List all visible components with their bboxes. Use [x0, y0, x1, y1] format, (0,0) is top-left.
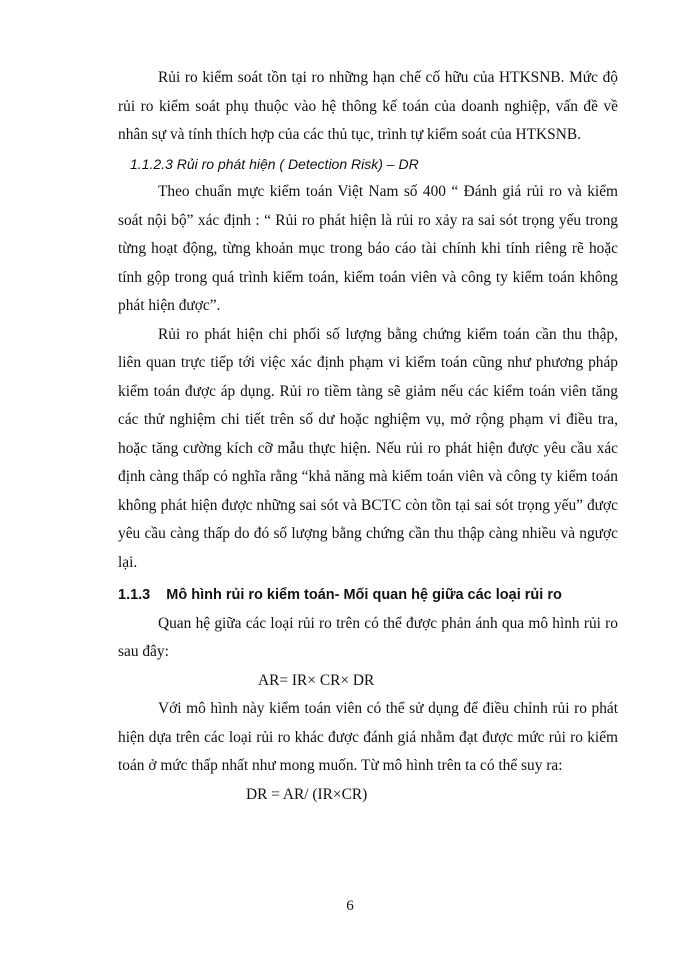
paragraph-control-risk: Rủi ro kiểm soát tồn tại ro những hạn chế cố hữu của HTKSNB. Mức độ rủi ro kiểm soát phụ thuộc vào hệ thông kế toán của doanh nghiệp, vấn đề về nhân sự và tính thích hợp của các thủ tục, trình tự kiểm soát của HTKSNB.	[118, 69, 618, 143]
heading-detection-risk: 1.1.2.3 Rủi ro phát hiện ( Detection Risk) – DR	[130, 155, 419, 172]
page-number: 6	[346, 898, 354, 914]
paragraph-risk-relationship: Quan hệ giữa các loại rủi ro trên có thể được phản ánh qua mô hình rủi ro sau đây:	[118, 614, 618, 660]
paragraph-detection-risk-evidence: Rủi ro phát hiện chi phối số lượng bằng chứng kiểm toán cần thu thập, liên quan trực tiếp tới việc xác định phạm vi kiểm toán cũng như phương pháp kiểm toán được áp dụng. Rủi ro tiềm tàng sẽ giảm nếu các kiểm toán viên tăng các thử nghiệm chi tiết trên số dư hoặc nghiệm vụ, mở rộng phạm vi điều tra, hoặc tăng cường kích cỡ mẫu thực hiện. Nếu rủi ro phát hiện được yêu cầu xác định càng thấp có nghĩa rằng “khả năng mà kiểm toán viên và công ty kiểm toán không phát hiện được những sai sót và BCTC còn tồn tại sai sót trọng yếu” được yêu cầu càng thấp do đó số lượng bằng chứng cần thu thập càng nhiều và ngược lại.	[118, 325, 618, 571]
formula-audit-risk: AR= IR× CR× DR	[258, 671, 375, 689]
section-number: 1.1.3	[118, 587, 151, 603]
formula-detection-risk: DR = AR/ (IR×CR)	[246, 785, 368, 803]
paragraph-vsa-400-definition: Theo chuẩn mực kiểm toán Việt Nam số 400 “ Đánh giá rủi ro và kiểm soát nội bộ” xác định : “ Rủi ro phát hiện là rủi ro xảy ra sai sót trọng yếu trong từng hoạt động, từng khoản mục trong báo cáo tài chính khi tính riêng rẽ hoặc tính gộp trong quá trình kiểm toán, kiểm toán viên và công ty kiểm toán không phát hiện được”.	[118, 183, 618, 314]
section-title: Mô hình rủi ro kiểm toán- Mối quan hệ giữa các loại rủi ro	[166, 587, 562, 603]
section-heading-risk-model	[118, 581, 618, 610]
page-content	[118, 64, 618, 809]
paragraph-model-usage: Với mô hình này kiểm toán viên có thể sử dụng để điều chỉnh rủi ro phát hiện dựa trên các loại rủi ro khác được đánh giá nhằm đạt được mức rủi ro kiểm toán ở mức thấp nhất như mong muốn. Từ mô hình trên ta có thể suy ra:	[118, 700, 618, 774]
